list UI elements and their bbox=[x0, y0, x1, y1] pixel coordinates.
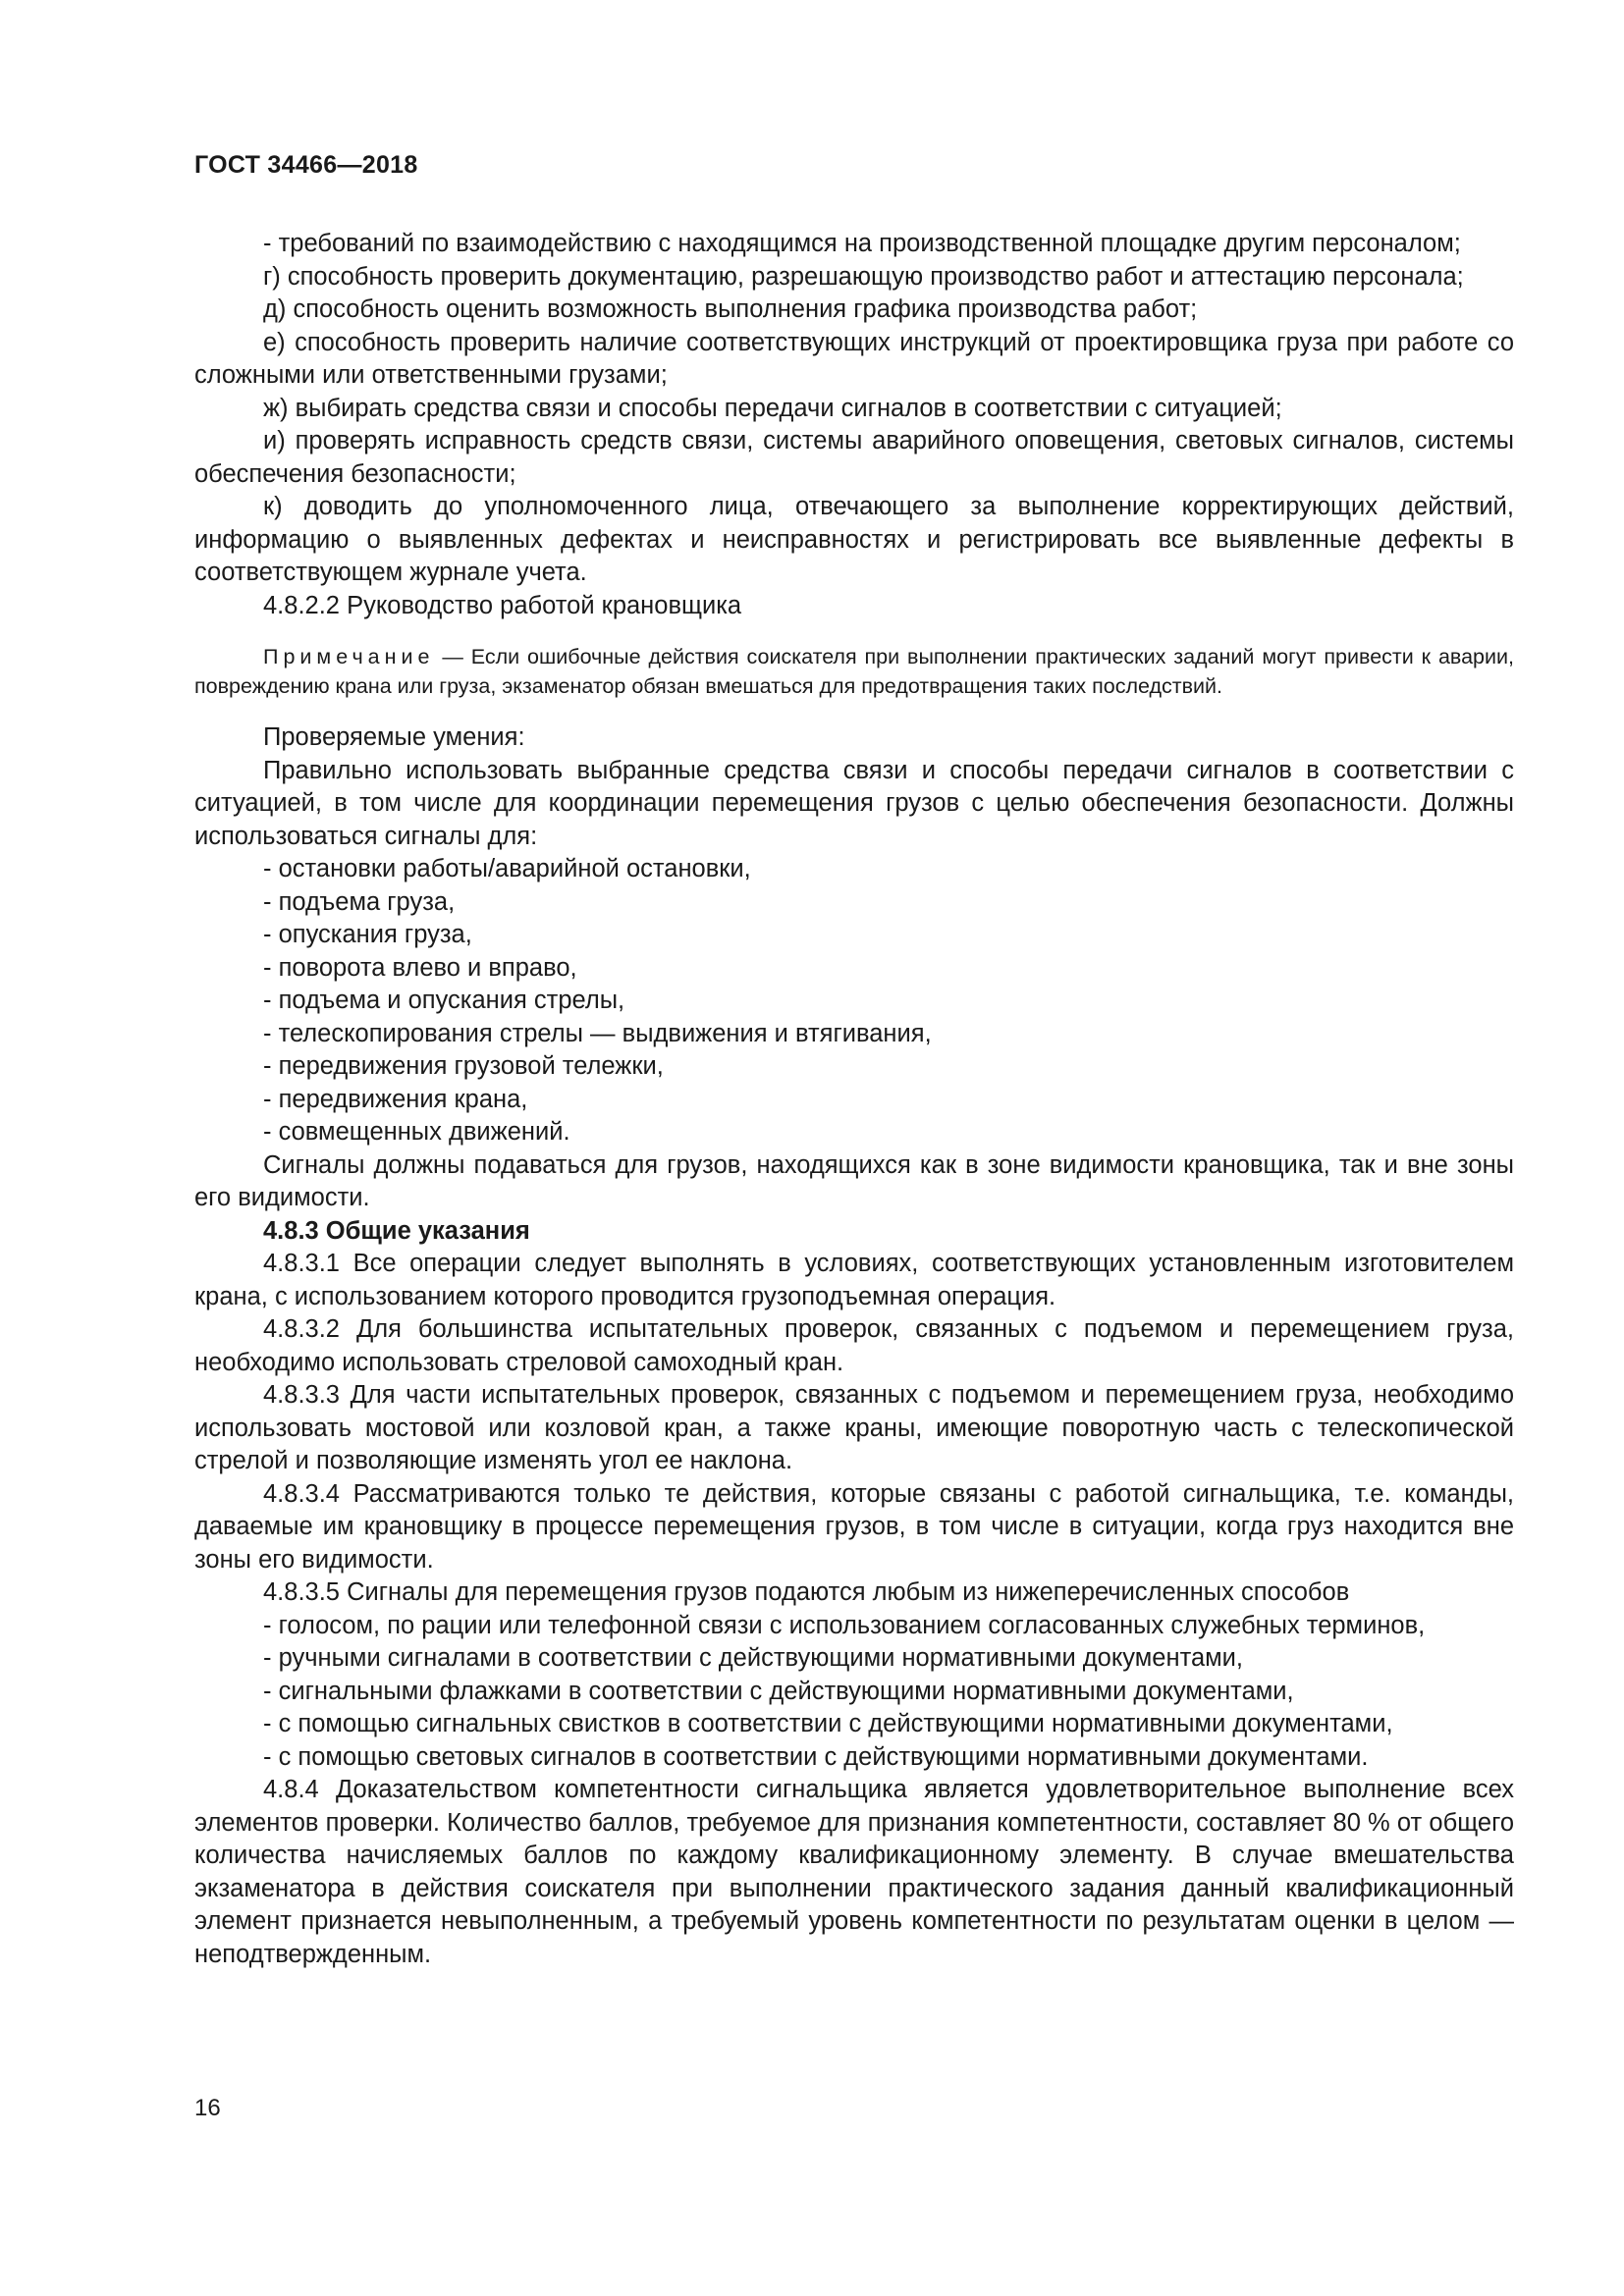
list-item: - опускания груза, bbox=[263, 921, 472, 948]
paragraph: 4.8.3.5 Сигналы для перемещения грузов подаются любым из нижеперечисленных способов bbox=[263, 1578, 1350, 1606]
paragraph: 4.8.3.2 Для большинства испытательных проверок, связанных с подъемом и перемещением груза, необходимо использовать стреловой самоходный кран. bbox=[194, 1315, 1514, 1376]
paragraph: 4.8.4 Доказательством компетентности сигнальщика является удовлетворительное выполнение всех элементов проверки. Количество баллов, требуемое для признания компетентности, составляет 80 % от общего количества начисляемых баллов по каждому квалификационному элементу. В случае вмешательства экзаменатора в действия соискателя при выполнении практического задания данный квалификационный элемент признается невыполненным, а требуемый уровень компетентности по результатам оценки в целом — неподтвержденным. bbox=[194, 1776, 1514, 1968]
paragraph: г) способность проверить документацию, разрешающую производство работ и аттестацию персонала; bbox=[263, 262, 1464, 291]
note bbox=[194, 642, 1514, 701]
list-item: - с помощью сигнальных свистков в соответствии с действующими нормативными документами, bbox=[263, 1710, 1393, 1737]
list-item: - с помощью световых сигналов в соответствии с действующими нормативными документами. bbox=[263, 1742, 1369, 1771]
paragraph: - требований по взаимодействию с находящимся на производственной площадке другим персоналом; bbox=[263, 230, 1461, 257]
skills-heading: Проверяемые умения: bbox=[263, 723, 525, 751]
document-header: ГОСТ 34466—2018 bbox=[194, 151, 418, 179]
section-title: 4.8.2.2 Руководство работой крановщика bbox=[263, 591, 742, 619]
list-item: - телескопирования стрелы — выдвижения и втягивания, bbox=[263, 1019, 932, 1047]
paragraph: 4.8.3.4 Рассматриваются только те действия, которые связаны с работой сигнальщика, т.е. команды, даваемые им крановщику в процессе перемещения грузов, в том числе в ситуации, когда груз находится вне зоны его видимости. bbox=[194, 1479, 1514, 1574]
list-item: - передвижения крана, bbox=[263, 1085, 528, 1113]
document-body bbox=[194, 228, 1514, 1971]
paragraph: и) проверять исправность средств связи, системы аварийного оповещения, световых сигналов, системы обеспечения безопасности; bbox=[194, 427, 1514, 488]
list-item: - передвижения грузовой тележки, bbox=[263, 1052, 664, 1080]
note-text: — Если ошибочные действия соискателя при выполнении практических заданий могут привести к аварии, повреждению крана или груза, экзаменатор обязан вмешаться для предотвращения таких последствий. bbox=[194, 645, 1514, 698]
page-number: 16 bbox=[194, 2095, 221, 2121]
list-item: - ручными сигналами в соответствии с действующими нормативными документами, bbox=[263, 1644, 1243, 1672]
list-item: - подъема груза, bbox=[263, 887, 456, 916]
section-heading: 4.8.3 Общие указания bbox=[263, 1216, 530, 1245]
skills-intro: Правильно использовать выбранные средства связи и способы передачи сигналов в соответствии с ситуацией, в том числе для координации перемещения грузов с целью обеспечения безопасности. Должны использоваться сигналы для: bbox=[194, 756, 1514, 850]
list-item: - подъема и опускания стрелы, bbox=[263, 987, 625, 1014]
note-label: Примечание bbox=[263, 645, 435, 668]
list-item: - совмещенных движений. bbox=[263, 1118, 570, 1146]
paragraph: Сигналы должны подаваться для грузов, находящихся как в зоне видимости крановщика, так и вне зоны его видимости. bbox=[194, 1150, 1514, 1211]
paragraph: 4.8.3.1 Все операции следует выполнять в условиях, соответствующих установленным изготовителем крана, с использованием которого проводится грузоподъемная операция. bbox=[194, 1250, 1514, 1310]
list-item: - голосом, по рации или телефонной связи с использованием согласованных служебных терминов, bbox=[263, 1611, 1426, 1639]
paragraph: е) способность проверить наличие соответствующих инструкций от проектировщика груза при работе со сложными или ответственными грузами; bbox=[194, 328, 1514, 389]
paragraph: к) доводить до уполномоченного лица, отвечающего за выполнение корректирующих действий, информацию о выявленных дефектах и неисправностях и регистрировать все выявленные дефекты в соответствующем журнале учета. bbox=[194, 493, 1514, 586]
list-item: - сигнальными флажками в соответствии с действующими нормативными документами, bbox=[263, 1677, 1294, 1705]
paragraph: д) способность оценить возможность выполнения графика производства работ; bbox=[263, 295, 1198, 323]
paragraph: ж) выбирать средства связи и способы передачи сигналов в соответствии с ситуацией; bbox=[263, 394, 1282, 422]
list-item: - поворота влево и вправо, bbox=[263, 953, 577, 982]
paragraph: 4.8.3.3 Для части испытательных проверок, связанных с подъемом и перемещением груза, необходимо использовать мостовой или козловой кран, а также краны, имеющие поворотную часть с телескопической стрелой и позволяющие изменять угол ее наклона. bbox=[194, 1381, 1514, 1474]
list-item: - остановки работы/аварийной остановки, bbox=[263, 855, 751, 882]
